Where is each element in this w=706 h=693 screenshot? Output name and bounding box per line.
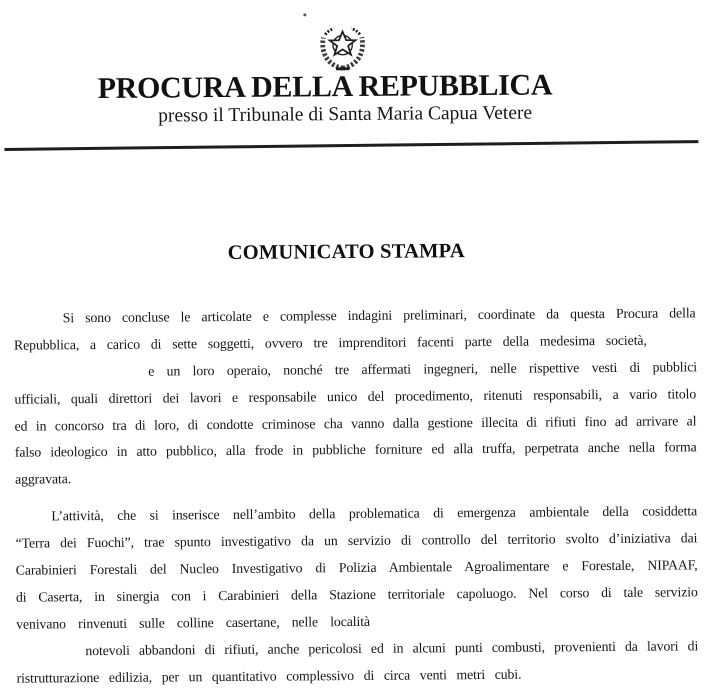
line-text: “Terra dei Fuochi”, trae spunto investigativo da un servizio di controllo del territorio svolto d’iniziativa dai [15, 530, 698, 551]
press-release-heading: COMUNICATO STAMPA [227, 240, 465, 264]
line-text: falso ideologico in atto pubblico, alla frode in pubbliche forniture ed alla truffa, perpetrata anche nella forma [14, 439, 697, 461]
text-line [16, 660, 698, 692]
paragraph-2 [15, 499, 698, 693]
scan-speck [303, 13, 306, 16]
line-text: Si sono concluse le articolate e complesse indagini preliminari, coordinate da questa Procura della [62, 305, 696, 326]
line-text: ristrutturazione edilizia, per un quantitativo complessivo di circa venti metri cubi. [16, 666, 522, 686]
document-subtitle: presso il Tribunale di Santa Maria Capua Vetere [158, 102, 533, 127]
line-text: venivano rinvenuti sulle colline casertane, nelle località [16, 613, 371, 632]
line-text: ed in concorso tra di loro, di condotte criminose cha vanno dalla gestione illecita di rifiuti fino ad arrivare al [14, 412, 697, 434]
text-line-after-redaction [16, 633, 698, 665]
line-text: Repubblica, a carico di sette soggetti, ovvero tre imprenditori facenti parte della medesima società, [13, 332, 647, 353]
text-line [15, 435, 697, 467]
text-line [16, 579, 698, 611]
header-rule [4, 140, 698, 151]
line-text: L’attività, che si inserisce nell’ambito della problematica di emergenza ambientale della cosiddetta [51, 503, 698, 524]
line-text: notevoli abbandoni di rifiuti, anche pericolosi ed in alcuni punti combusti, provenienti da lavori di [85, 637, 699, 658]
line-text: aggravata. [14, 471, 72, 488]
line-text: ufficiali, quali direttori dei lavori e responsabile unico del procedimento, ritenuti responsabili, a vario titolo [14, 385, 697, 407]
line-text: Carabinieri Forestali del Nucleo Investigativo di Polizia Ambientale Agroalimentare e Forestale, NIPAAF, [15, 557, 698, 578]
text-line [15, 462, 697, 494]
document-body [14, 300, 699, 692]
line-text: di Caserta, in sinergia con i Carabinieri della Stazione territoriale capoluogo. Nel corso di tale servizio [15, 584, 698, 605]
italy-republic-emblem-icon [313, 19, 371, 73]
line-text: e un loro operaio, nonché tre affermati ingegneri, nelle rispettive vesti di pubblici [148, 359, 698, 379]
document-title: PROCURA DELLA REPUBBLICA [97, 68, 553, 105]
paragraph-1 [14, 300, 697, 494]
